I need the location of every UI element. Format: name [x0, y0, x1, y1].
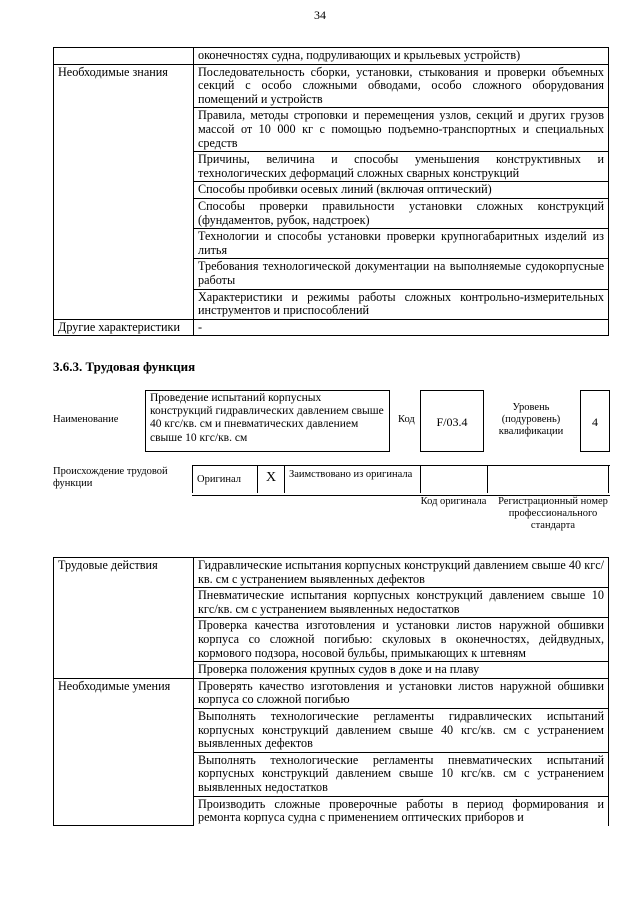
- continuation-cell: оконечностях судна, подруливающих и крыльевых устройств): [194, 48, 609, 65]
- actions-label: Трудовые действия: [54, 558, 194, 679]
- knowledge-item: Правила, методы строповки и перемещения узлов, секций и других грузов массой от 10 000 кг с помощью подъемно-транспортных и специальных средств: [194, 108, 609, 152]
- table-row: [54, 48, 609, 65]
- level-label: Уровень (подуровень) квалификации: [498, 402, 564, 437]
- borrowed-label: Заимствовано из оригинала: [284, 466, 420, 493]
- knowledge-item: Требования технологической документации на выполняемые судокорпусные работы: [194, 259, 609, 289]
- original-label: Оригинал: [192, 466, 257, 493]
- page-number: 34: [314, 8, 326, 22]
- skill-item: Выполнять технологические регламенты пневматических испытаний корпусных конструкций давлением свыше 10 кгс/кв. см с устранением выявленных недостатков: [194, 752, 609, 796]
- function-code-box: F/03.4: [420, 390, 484, 452]
- code-original-cell: [420, 466, 487, 493]
- code-label: Код: [398, 414, 415, 425]
- origin-row: [192, 465, 610, 496]
- skill-item: Выполнять технологические регламенты гидравлических испытаний корпусных конструкций давлением свыше 40 кгс/кв. см с устранением выявленных дефектов: [194, 708, 609, 752]
- origin-label: Происхождение трудовой функции: [53, 466, 168, 489]
- table-row: [54, 558, 609, 588]
- table-row: [54, 64, 609, 108]
- action-item: Проверка положения крупных судов в доке и на плаву: [194, 662, 609, 679]
- original-mark: X: [257, 466, 284, 493]
- knowledge-item: Технологии и способы установки проверки крупногабаритных изделий из литья: [194, 229, 609, 259]
- table-row: [54, 319, 609, 336]
- knowledge-table: [53, 47, 609, 336]
- actions-table: [53, 557, 609, 826]
- name-label: Наименование: [53, 414, 119, 425]
- function-name-box: Проведение испытаний корпусных конструкций гидравлических давлением свыше 40 кгс/кв. см и пневматических давлением свыше 10 кгс/кв. см: [145, 390, 390, 452]
- knowledge-item: Способы пробивки осевых линий (включая оптический): [194, 182, 609, 199]
- section-heading: 3.6.3. Трудовая функция: [53, 359, 196, 374]
- knowledge-item: Причины, величина и способы уменьшения конструктивных и технологических деформаций сложных сварных конструкций: [194, 152, 609, 182]
- skill-item: Производить сложные проверочные работы в период формирования и ремонта корпуса судна с применением оптических приборов и: [194, 796, 609, 826]
- action-item: Гидравлические испытания корпусных конструкций давлением свыше 40 кгс/кв. см с устранением выявленных дефектов: [194, 558, 609, 588]
- knowledge-item: Характеристики и режимы работы сложных контрольно-измерительных инструментов и приспособлений: [194, 289, 609, 319]
- reg-number-cell: [487, 466, 609, 493]
- code-original-caption: Код оригинала: [420, 496, 487, 507]
- table-row: [54, 678, 609, 708]
- action-item: Проверка качества изготовления и установки листов наружной обшивки корпуса со сложной погибью: скуловых в оконечностях, дейдвудных, кормового подзора, носовой бульбы, примыкающих к штевням: [194, 618, 609, 662]
- knowledge-item: Способы проверки правильности установки сложных конструкций (фундаментов, рубок, надстроек): [194, 198, 609, 228]
- level-value-box: 4: [580, 390, 610, 452]
- knowledge-item: Последовательность сборки, установки, стыкования и проверки объемных секций с особо сложными обводами, особо сложного оборудования помещений и устройств: [194, 64, 609, 108]
- other-label: Другие характеристики: [54, 319, 194, 336]
- knowledge-label: Необходимые знания: [54, 64, 194, 319]
- reg-number-caption: Регистрационный номер профессионального стандарта: [498, 496, 608, 531]
- skill-item: Проверять качество изготовления и установки листов наружной обшивки корпуса со сложной погибью: [194, 678, 609, 708]
- empty-label-cell: [54, 48, 194, 65]
- action-item: Пневматические испытания корпусных конструкций давлением свыше 10 кгс/кв. см с устранением выявленных недостатков: [194, 588, 609, 618]
- other-value: -: [194, 319, 609, 336]
- skills-label: Необходимые умения: [54, 678, 194, 825]
